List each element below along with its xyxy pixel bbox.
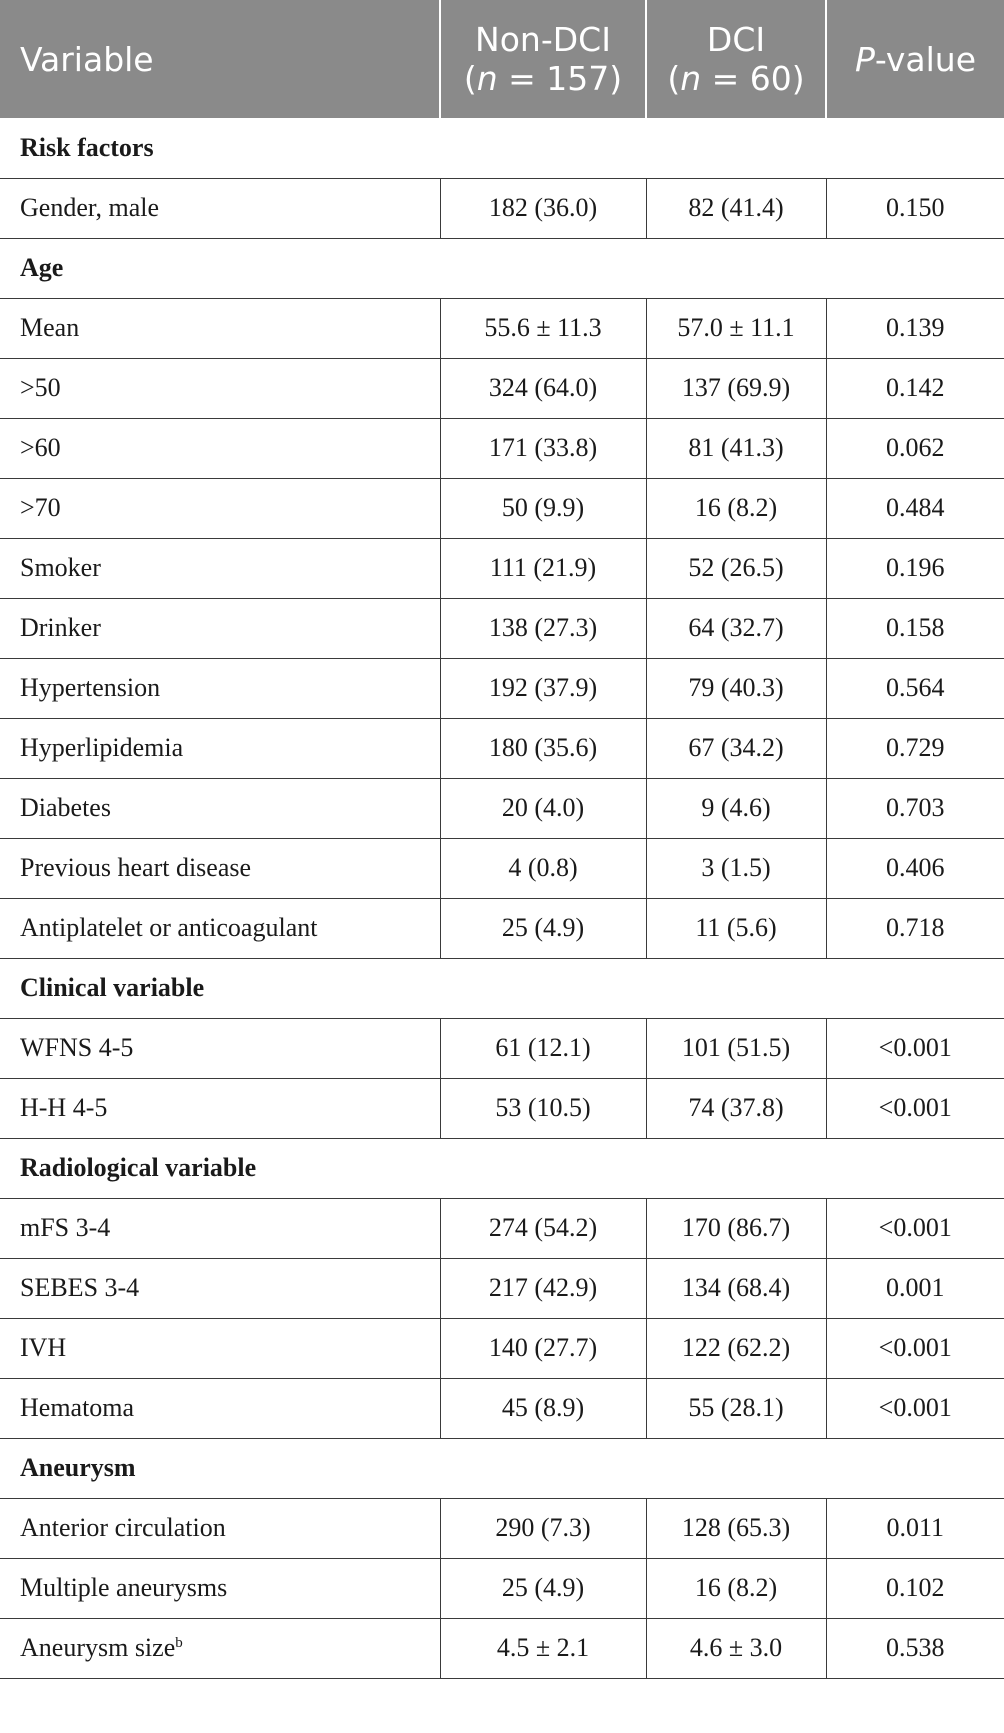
row-non-dci: 45 (8.9) <box>440 1378 646 1438</box>
row-label: Multiple aneurysms <box>0 1558 440 1618</box>
table-row <box>0 1558 1004 1618</box>
row-dci: 16 (8.2) <box>646 478 826 538</box>
table-row <box>0 1378 1004 1438</box>
row-label: >50 <box>0 358 440 418</box>
section-row <box>0 1438 1004 1498</box>
row-non-dci: 61 (12.1) <box>440 1018 646 1078</box>
row-p-value: 0.564 <box>826 658 1004 718</box>
row-non-dci: 324 (64.0) <box>440 358 646 418</box>
row-p-value: 0.001 <box>826 1258 1004 1318</box>
row-dci: 170 (86.7) <box>646 1198 826 1258</box>
row-dci: 52 (26.5) <box>646 538 826 598</box>
footnote-marker: b <box>175 1635 183 1651</box>
row-non-dci: 50 (9.9) <box>440 478 646 538</box>
table-row <box>0 1258 1004 1318</box>
row-p-value: 0.484 <box>826 478 1004 538</box>
row-dci: 55 (28.1) <box>646 1378 826 1438</box>
row-label: Hematoma <box>0 1378 440 1438</box>
row-p-value: 0.062 <box>826 418 1004 478</box>
section-clinical-variable: Clinical variable <box>0 958 1004 1018</box>
row-p-value: <0.001 <box>826 1378 1004 1438</box>
row-non-dci: 180 (35.6) <box>440 718 646 778</box>
row-non-dci: 192 (37.9) <box>440 658 646 718</box>
row-label: >60 <box>0 418 440 478</box>
row-label: IVH <box>0 1318 440 1378</box>
row-non-dci: 4.5 ± 2.1 <box>440 1618 646 1678</box>
row-label: Hyperlipidemia <box>0 718 440 778</box>
row-dci: 134 (68.4) <box>646 1258 826 1318</box>
row-p-value: 0.142 <box>826 358 1004 418</box>
row-label: Smoker <box>0 538 440 598</box>
row-p-value: 0.538 <box>826 1618 1004 1678</box>
row-dci: 3 (1.5) <box>646 838 826 898</box>
table-row <box>0 418 1004 478</box>
row-dci: 64 (32.7) <box>646 598 826 658</box>
row-label: mFS 3-4 <box>0 1198 440 1258</box>
row-p-value: 0.196 <box>826 538 1004 598</box>
table-row <box>0 1018 1004 1078</box>
row-label: WFNS 4-5 <box>0 1018 440 1078</box>
row-p-value: <0.001 <box>826 1318 1004 1378</box>
row-label: Gender, male <box>0 178 440 238</box>
row-non-dci: 217 (42.9) <box>440 1258 646 1318</box>
header-row <box>0 0 1004 118</box>
table-row <box>0 598 1004 658</box>
row-p-value: 0.703 <box>826 778 1004 838</box>
row-non-dci: 25 (4.9) <box>440 898 646 958</box>
table-row <box>0 178 1004 238</box>
row-label: H-H 4-5 <box>0 1078 440 1138</box>
section-row <box>0 118 1004 178</box>
row-label: SEBES 3-4 <box>0 1258 440 1318</box>
row-label: Mean <box>0 298 440 358</box>
row-non-dci: 4 (0.8) <box>440 838 646 898</box>
row-label: Diabetes <box>0 778 440 838</box>
row-dci: 137 (69.9) <box>646 358 826 418</box>
row-non-dci: 55.6 ± 11.3 <box>440 298 646 358</box>
row-label: Drinker <box>0 598 440 658</box>
row-p-value: 0.729 <box>826 718 1004 778</box>
section-radiological-variable: Radiological variable <box>0 1138 1004 1198</box>
row-non-dci: 25 (4.9) <box>440 1558 646 1618</box>
table-header <box>0 0 1004 118</box>
table-body <box>0 118 1004 1678</box>
row-p-value: 0.150 <box>826 178 1004 238</box>
row-dci: 79 (40.3) <box>646 658 826 718</box>
header-dci-label: DCI <box>706 20 766 59</box>
table-row <box>0 1618 1004 1678</box>
row-non-dci: 140 (27.7) <box>440 1318 646 1378</box>
table-row <box>0 358 1004 418</box>
row-label: Antiplatelet or anticoagulant <box>0 898 440 958</box>
row-non-dci: 138 (27.3) <box>440 598 646 658</box>
row-non-dci: 182 (36.0) <box>440 178 646 238</box>
row-dci: 122 (62.2) <box>646 1318 826 1378</box>
table-row <box>0 538 1004 598</box>
row-dci: 11 (5.6) <box>646 898 826 958</box>
row-label-cell <box>0 1618 440 1678</box>
table-row <box>0 898 1004 958</box>
row-non-dci: 111 (21.9) <box>440 538 646 598</box>
header-variable: Variable <box>0 0 440 118</box>
row-dci: 4.6 ± 3.0 <box>646 1618 826 1678</box>
row-dci: 16 (8.2) <box>646 1558 826 1618</box>
header-p-value: P-value <box>826 0 1004 118</box>
table-row <box>0 718 1004 778</box>
row-non-dci: 171 (33.8) <box>440 418 646 478</box>
row-p-value: <0.001 <box>826 1078 1004 1138</box>
row-non-dci: 290 (7.3) <box>440 1498 646 1558</box>
row-p-value: 0.158 <box>826 598 1004 658</box>
row-dci: 81 (41.3) <box>646 418 826 478</box>
table-row <box>0 478 1004 538</box>
header-non-dci-n: (n = 157) <box>463 59 623 98</box>
row-p-value: 0.011 <box>826 1498 1004 1558</box>
section-row <box>0 958 1004 1018</box>
section-row <box>0 1138 1004 1198</box>
section-risk-factors: Risk factors <box>0 118 1004 178</box>
row-label: >70 <box>0 478 440 538</box>
row-label: Aneurysm size <box>20 1633 176 1662</box>
row-dci: 9 (4.6) <box>646 778 826 838</box>
section-age: Age <box>0 238 1004 298</box>
table-row <box>0 658 1004 718</box>
row-p-value: 0.718 <box>826 898 1004 958</box>
section-row <box>0 238 1004 298</box>
row-p-value: 0.406 <box>826 838 1004 898</box>
header-non-dci <box>440 0 646 118</box>
row-dci: 74 (37.8) <box>646 1078 826 1138</box>
row-label: Previous heart disease <box>0 838 440 898</box>
row-p-value: 0.102 <box>826 1558 1004 1618</box>
table-row <box>0 1198 1004 1258</box>
table-row <box>0 778 1004 838</box>
row-non-dci: 53 (10.5) <box>440 1078 646 1138</box>
header-non-dci-label: Non-DCI <box>475 20 611 59</box>
table-row <box>0 838 1004 898</box>
row-dci: 128 (65.3) <box>646 1498 826 1558</box>
row-dci: 101 (51.5) <box>646 1018 826 1078</box>
row-p-value: 0.139 <box>826 298 1004 358</box>
row-p-value: <0.001 <box>826 1018 1004 1078</box>
row-dci: 57.0 ± 11.1 <box>646 298 826 358</box>
row-label: Anterior circulation <box>0 1498 440 1558</box>
row-non-dci: 274 (54.2) <box>440 1198 646 1258</box>
row-dci: 82 (41.4) <box>646 178 826 238</box>
table-row <box>0 298 1004 358</box>
row-dci: 67 (34.2) <box>646 718 826 778</box>
row-label: Hypertension <box>0 658 440 718</box>
table-row <box>0 1498 1004 1558</box>
row-p-value: <0.001 <box>826 1198 1004 1258</box>
section-aneurysm: Aneurysm <box>0 1438 1004 1498</box>
table-row <box>0 1318 1004 1378</box>
header-dci-n: (n = 60) <box>667 59 805 98</box>
header-dci <box>646 0 826 118</box>
row-non-dci: 20 (4.0) <box>440 778 646 838</box>
table-row <box>0 1078 1004 1138</box>
